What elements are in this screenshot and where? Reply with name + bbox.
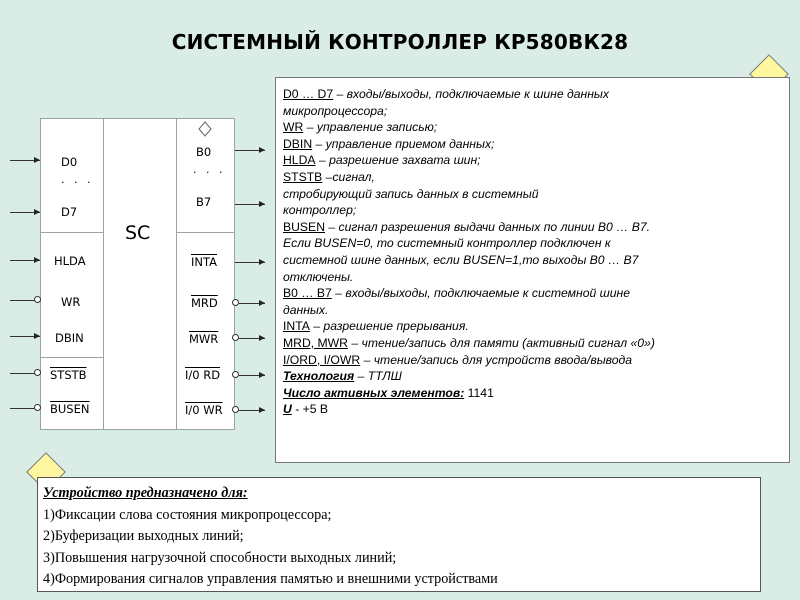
arrow-right-icon bbox=[34, 333, 40, 339]
chip-divider-right bbox=[176, 119, 177, 429]
chip-diagram bbox=[40, 118, 235, 430]
purpose-item: 1)Фиксации слова состояния микропроцессора; bbox=[43, 506, 332, 523]
desc-line: INTA – разрешение прерывания. bbox=[283, 319, 469, 334]
inversion-circle-icon bbox=[232, 334, 239, 341]
pin-busen: BUSEN bbox=[50, 402, 90, 416]
pin-dots: . . . bbox=[193, 163, 226, 176]
desc-line: WR – управление записью; bbox=[283, 120, 438, 135]
purpose-item: 3)Повышения нагрузочной способности выходных линий; bbox=[43, 549, 397, 566]
signal-line bbox=[10, 300, 36, 301]
arrow-right-icon bbox=[34, 257, 40, 263]
inversion-circle-icon bbox=[232, 406, 239, 413]
pin-description-panel bbox=[275, 77, 790, 463]
arrow-right-icon bbox=[259, 335, 265, 341]
pin-io-wr: I/0 WR bbox=[185, 403, 223, 417]
arrow-right-icon bbox=[34, 209, 40, 215]
signal-line bbox=[10, 408, 36, 409]
desc-line: D0 … D7 – входы/выходы, подключаемые к шине данных bbox=[283, 87, 609, 101]
pin-wr: WR bbox=[61, 295, 81, 309]
desc-line: системной шине данных, если BUSEN=1,то выходы B0 … B7 bbox=[283, 252, 639, 267]
slide-title: СИСТЕМНЫЙ КОНТРОЛЛЕР КР580ВК28 bbox=[171, 30, 629, 54]
arrow-right-icon bbox=[259, 147, 265, 153]
arrow-right-icon bbox=[34, 157, 40, 163]
pin-ststb: STSTB bbox=[50, 368, 87, 382]
inversion-circle-icon bbox=[232, 371, 239, 378]
pin-mwr: $\overline{MWR}$ bbox=[189, 332, 219, 346]
pin-d0: D0 bbox=[61, 155, 78, 169]
signal-line bbox=[10, 373, 36, 374]
arrow-right-icon bbox=[259, 300, 265, 306]
desc-line: Число активных элементов: 1141 bbox=[283, 385, 494, 400]
pin-hlda: HLDA bbox=[54, 254, 86, 268]
arrow-right-icon bbox=[259, 372, 265, 378]
chip-separator bbox=[41, 232, 103, 233]
purpose-item: 2)Буферизации выходных линий; bbox=[43, 528, 244, 544]
desc-line: контроллер; bbox=[283, 203, 357, 218]
pin-b7: B7 bbox=[196, 195, 212, 209]
desc-line: STSTB –сигнал, bbox=[283, 169, 375, 184]
desc-line: Технология – ТТЛШ bbox=[283, 369, 402, 384]
bidirectional-arrow-icon bbox=[198, 121, 212, 137]
pin-io-rd: I/0 RD bbox=[185, 368, 221, 382]
pin-dots: . . . bbox=[61, 173, 94, 186]
desc-line: HLDA – разрешение захвата шин; bbox=[283, 153, 481, 168]
desc-line: U - +5 В bbox=[283, 402, 329, 417]
inversion-circle-icon bbox=[232, 299, 239, 306]
desc-line: BUSEN – сигнал разрешения выдачи данных по линии B0 … B7. bbox=[283, 219, 651, 234]
pin-d7: D7 bbox=[61, 205, 78, 219]
desc-line: отключены. bbox=[283, 269, 354, 284]
desc-line: I/ORD, I/OWR – чтение/запись для устройств ввода/вывода bbox=[283, 352, 633, 367]
pin-b0: B0 bbox=[196, 145, 212, 159]
arrow-right-icon bbox=[259, 407, 265, 413]
desc-line: данных. bbox=[283, 302, 329, 317]
desc-line: DBIN – управление приемом данных; bbox=[283, 136, 495, 151]
desc-line: микропроцессора; bbox=[283, 103, 388, 118]
arrow-right-icon bbox=[259, 201, 265, 207]
desc-line: MRD, MWR – чтение/запись для памяти (активный сигнал «0») bbox=[283, 335, 655, 350]
inversion-circle-icon bbox=[34, 369, 41, 376]
desc-line: B0 … B7 – входы/выходы, подключаемые к системной шине bbox=[283, 286, 631, 301]
chip-divider-left bbox=[103, 119, 104, 429]
inversion-circle-icon bbox=[34, 404, 41, 411]
inversion-circle-icon bbox=[34, 296, 41, 303]
pin-inta: INTA bbox=[191, 255, 217, 269]
arrow-right-icon bbox=[259, 259, 265, 265]
pin-dbin: DBIN bbox=[55, 331, 84, 345]
desc-line: стробирующий запись данных в системный bbox=[283, 186, 539, 201]
purpose-box bbox=[37, 477, 761, 592]
chip-label-sc: SC bbox=[125, 222, 151, 244]
chip-separator bbox=[41, 357, 103, 358]
desc-line: Если BUSEN=0, то системный контроллер подключен к bbox=[283, 236, 611, 251]
purpose-item: 4)Формирования сигналов управления памятью и внешними устройствами bbox=[43, 571, 498, 587]
chip-separator bbox=[176, 232, 235, 233]
purpose-heading: Устройство предназначено для: bbox=[43, 485, 248, 501]
pin-mrd: $\overline{MRD}$ bbox=[191, 296, 218, 310]
